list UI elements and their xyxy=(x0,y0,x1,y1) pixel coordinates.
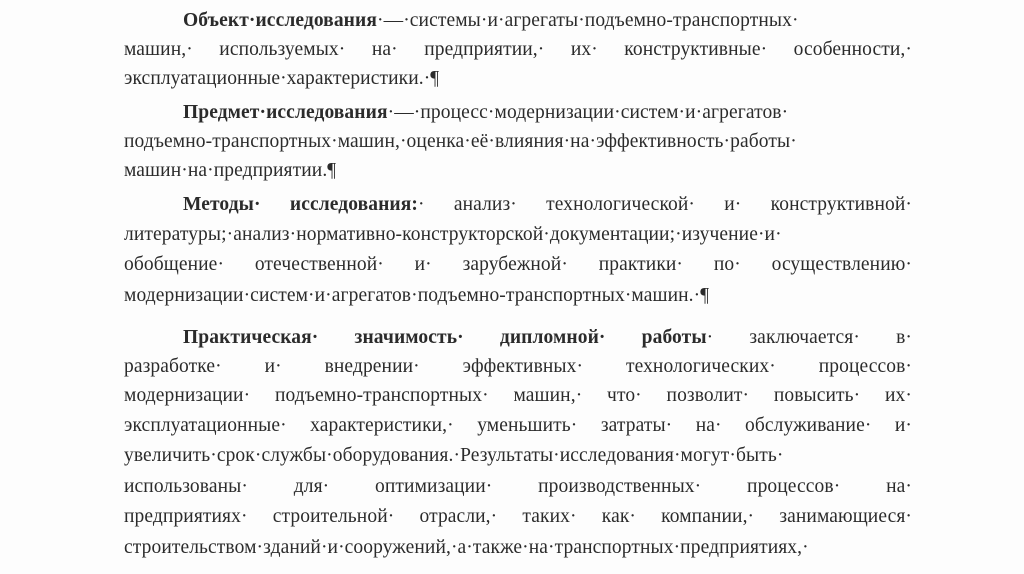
methods-line-3: обобщение· отечественной· и· зарубежной· практики· по· осуществлению· xyxy=(124,254,912,275)
subject-line-2: подъемно-транспортных·машин,·оценка·её·влияния·на·эффективность·работы· xyxy=(124,131,797,152)
subject-line-1-text: ·—·процесс·модернизации·систем·и·агрегатов· xyxy=(387,102,789,123)
object-line-2: машин,· используемых· на· предприятии,· их· конструктивные· особенности,· xyxy=(124,39,912,60)
practical-line-8: строительством·зданий·и·сооружений,·а·также·на·транспортных·предприятиях,· xyxy=(124,537,809,558)
practical-line-4: эксплуатационные· характеристики,· уменьшить· затраты· на· обслуживание· и· xyxy=(124,415,912,436)
methods-term: Методы· исследования: xyxy=(183,194,418,215)
methods-line-1 xyxy=(183,193,912,217)
practical-line-5: увеличить·срок·службы·оборудования.·Результаты·исследования·могут·быть· xyxy=(124,445,784,466)
subject-term: Предмет·исследования xyxy=(183,102,388,123)
subject-line-1 xyxy=(183,101,912,125)
practical-line-3: модернизации· подъемно-транспортных· машин,· что· позволит· повысить· их· xyxy=(124,385,912,406)
object-term: Объект·исследования xyxy=(183,10,377,31)
practical-line-1 xyxy=(183,326,912,350)
object-line-1-text: ·—·системы·и·агрегаты·подъемно-транспортных· xyxy=(377,10,799,31)
object-line-1 xyxy=(183,9,912,33)
practical-line-1-text: · заключается· в· xyxy=(706,327,913,348)
subject-line-3: машин·на·предприятии.¶ xyxy=(124,160,337,181)
practical-line-7: предприятиях· строительной· отрасли,· таких· как· компании,· занимающиеся· xyxy=(124,506,912,527)
methods-line-1-text: · анализ· технологической· и· конструктивной· xyxy=(418,194,913,215)
methods-line-4: модернизации·систем·и·агрегатов·подъемно-транспортных·машин.·¶ xyxy=(124,285,710,306)
object-line-3: эксплуатационные·характеристики.·¶ xyxy=(124,68,440,89)
practical-term: Практическая· значимость· дипломной· работы xyxy=(183,327,707,348)
practical-line-2: разработке· и· внедрении· эффективных· технологических· процессов· xyxy=(124,356,912,377)
methods-line-2: литературы;·анализ·нормативно-конструкторской·документации;·изучение·и· xyxy=(124,224,782,245)
practical-line-6: использованы· для· оптимизации· производственных· процессов· на· xyxy=(124,476,912,497)
